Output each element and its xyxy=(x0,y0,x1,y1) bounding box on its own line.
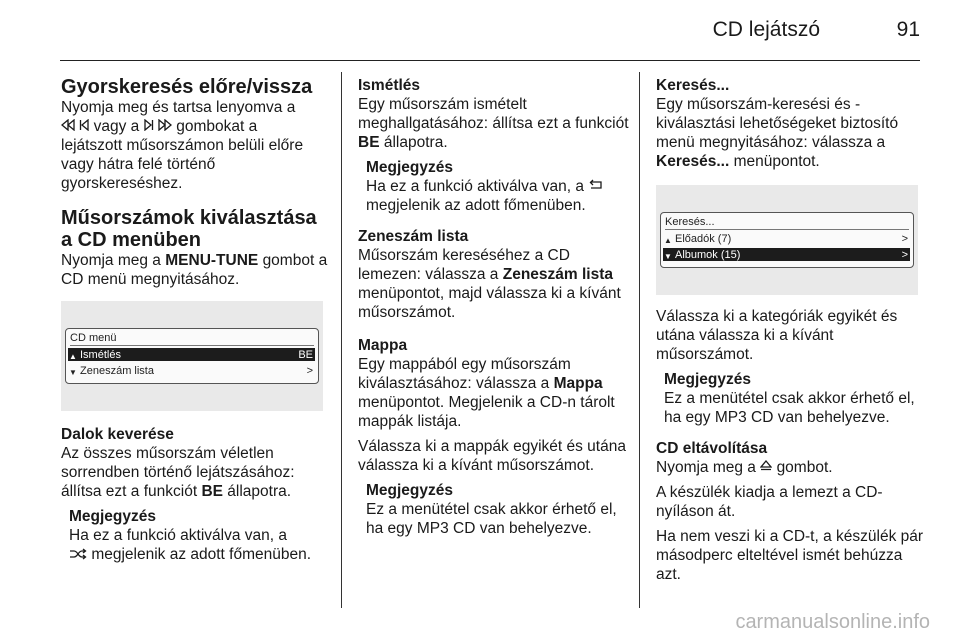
page-number: 91 xyxy=(896,18,920,41)
shuffle-icon xyxy=(69,546,87,565)
heading-fast-search: Gyorskeresés előre/vissza xyxy=(61,76,313,98)
column-divider xyxy=(639,72,640,608)
lcd-row-tracklist: ▼ Zeneszám lista > xyxy=(68,364,315,377)
column-right xyxy=(656,76,926,584)
note-folder: Megjegyzés Ez a menütétel csak akkor érhető el, ha egy MP3 CD van behelyezve. xyxy=(366,482,617,538)
page-header xyxy=(60,0,920,61)
chevron-right-icon: > xyxy=(901,233,908,245)
lcd-row-repeat: ▲ Ismétlés BE xyxy=(68,348,315,361)
lcd-display xyxy=(65,328,319,384)
search-menu-screen xyxy=(656,185,918,295)
arrow-up-icon: ▲ xyxy=(69,352,77,362)
paragraph-eject: Nyomja meg a gombot. xyxy=(656,459,833,476)
repeat-icon xyxy=(588,177,604,196)
prev-track-icon xyxy=(79,117,89,136)
paragraph-folder-select: Válassza ki a mappák egyikét és utána válassza ki a kívánt műsorszámot. xyxy=(358,438,626,475)
arrow-down-icon: ▼ xyxy=(664,252,672,261)
column-divider xyxy=(341,72,342,608)
lcd-row-artists: ▲ Előadók (7) > xyxy=(663,232,910,245)
paragraph-search: Egy műsorszám-keresési és -kiválasztási lehetőségeket biztosító menü megnyitásához: válassza a Keresés... menüpontot. xyxy=(656,96,899,170)
note-shuffle: Megjegyzés Ha ez a funkció aktiválva van, a megjelenik az adott főmenüben. xyxy=(69,508,312,564)
heading-eject: CD eltávolítása xyxy=(656,440,768,457)
page-title: CD lejátszó xyxy=(712,18,820,41)
heading-cd-menu: Műsorszámok kiválasztása a CD menüben xyxy=(61,207,317,252)
arrow-down-icon: ▼ xyxy=(69,368,77,378)
arrow-up-icon: ▲ xyxy=(664,236,672,245)
paragraph-cd-menu: Nyomja meg a MENU-TUNE gombot a CD menü megnyitásához. xyxy=(61,252,328,289)
paragraph-eject-3: Ha nem veszi ki a CD-t, a készülék pár másodperc elteltével ismét behúzza azt. xyxy=(656,528,924,584)
lcd-title: Keresés... xyxy=(665,216,715,228)
heading-folder: Mappa xyxy=(358,337,408,355)
heading-shuffle: Dalok keverése xyxy=(61,426,174,444)
fast-forward-icon xyxy=(158,117,172,136)
column-left xyxy=(61,76,333,565)
paragraph-fast-search: Nyomja meg és tartsa lenyomva a vagy a gombokat a lejátszott műsorszámon belüli előre vagy hátra felé történő gyorskereséshez. xyxy=(61,99,304,193)
paragraph-track-list: Műsorszám kereséséhez a CD lemezen: válassza a Zeneszám lista menüpontot, majd válassza ki a kívánt műsorszámot. xyxy=(358,247,621,322)
paragraph-eject-2: A készülék kiadja a lemezt a CD-nyíláson át. xyxy=(656,484,883,521)
chevron-right-icon: > xyxy=(901,249,908,261)
lcd-title: CD menü xyxy=(70,332,117,345)
cd-menu-screen xyxy=(61,301,323,411)
paragraph-folder: Egy mappából egy műsorszám kiválasztásához: válassza a Mappa menüpontot. Megjelenik a CD-n tárolt mappák listája. xyxy=(358,356,615,431)
note-repeat: Megjegyzés Ha ez a funkció aktiválva van, a megjelenik az adott főmenüben. xyxy=(358,158,630,215)
lcd-display xyxy=(660,212,914,268)
heading-search: Keresés... xyxy=(656,77,730,94)
next-track-icon xyxy=(144,117,154,136)
chevron-right-icon: > xyxy=(306,365,313,378)
lcd-row-albums: ▼ Albumok (15) > xyxy=(663,248,910,261)
heading-repeat: Ismétlés xyxy=(358,77,421,94)
paragraph-category: Válassza ki a kategóriák egyikét és utána válassza ki a kívánt műsorszámot. xyxy=(656,308,898,363)
watermark: carmanualsonline.info xyxy=(735,611,930,633)
column-middle xyxy=(358,76,630,538)
paragraph-repeat: Egy műsorszám ismételt meghallgatásához: állítsa ezt a funkciót BE állapotra. xyxy=(358,96,629,151)
rewind-icon xyxy=(61,117,75,136)
eject-icon xyxy=(760,458,772,477)
paragraph-shuffle: Az összes műsorszám véletlen sorrendben történő lejátszásához: állítsa ezt a funkciót BE állapotra. xyxy=(61,445,295,501)
heading-track-list: Zeneszám lista xyxy=(358,228,469,246)
note-search: Megjegyzés Ez a menütétel csak akkor érhető el, ha egy MP3 CD van behelyezve. xyxy=(664,371,915,426)
